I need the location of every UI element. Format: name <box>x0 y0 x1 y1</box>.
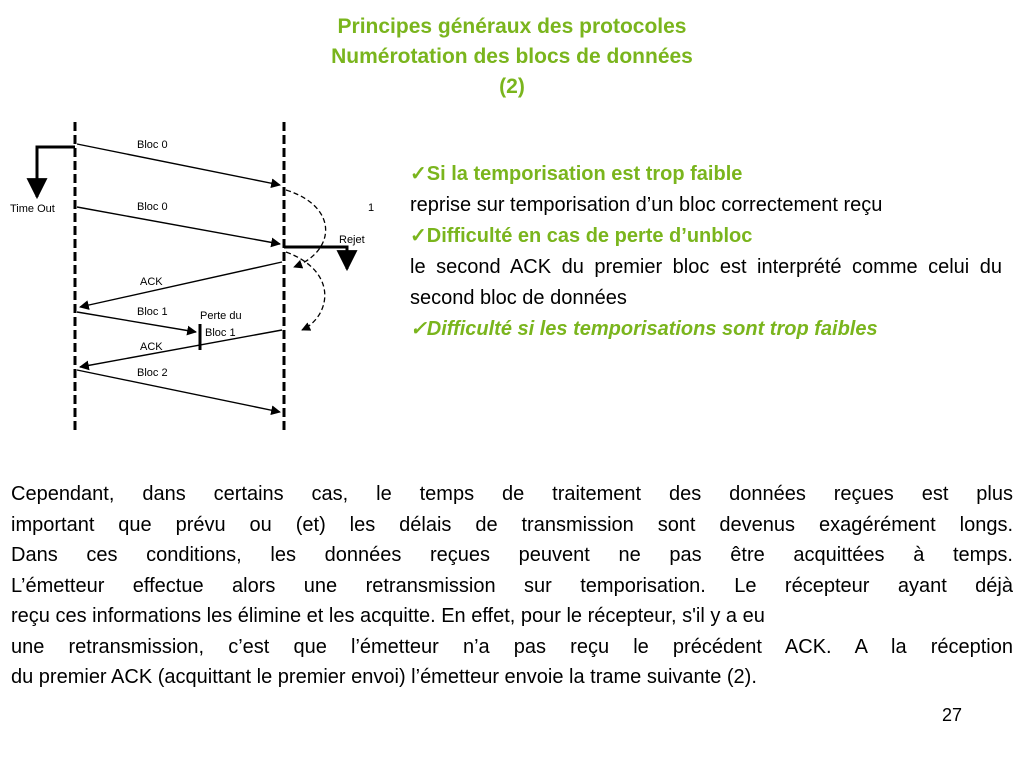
bloc0-second-label: Bloc 0 <box>137 201 168 213</box>
stray-mark: 1 <box>368 202 375 214</box>
check-icon: ✓ <box>410 318 427 340</box>
bullet-2-text: le second ACK du premier bloc est interprété comme celui du second bloc de données <box>410 256 1002 309</box>
paragraph-line-4: L’émetteur effectue alors une retransmission sur temporisation. Le récepteur ayant déjà <box>11 574 1013 597</box>
title-line-2: Numérotation des blocs de données <box>331 45 693 68</box>
timing-diagram <box>0 112 380 442</box>
title-line-1: Principes généraux des protocoles <box>337 15 687 38</box>
paragraph-line-5: reçu ces informations les élimine et les acquitte. En effet, pour le récepteur, s'il y a eu <box>11 605 765 627</box>
ack-second-arrow <box>80 330 282 367</box>
perte-label-line2: Bloc 1 <box>205 327 236 339</box>
bloc0-second-arrow <box>77 207 280 244</box>
perte-label-line1: Perte du <box>200 310 242 322</box>
bullet-2-heading: ✓Difficulté en cas de perte d’unbloc <box>410 225 753 247</box>
check-icon: ✓ <box>410 163 427 185</box>
page-number: 27 <box>941 705 962 725</box>
bloc1-label: Bloc 1 <box>137 306 168 318</box>
paragraph-line-7: du premier ACK (acquittant le premier envoi) l’émetteur envoie la trame suivante (2). <box>11 666 757 688</box>
title-line-3: (2) <box>499 75 525 98</box>
ack-first-label: ACK <box>140 276 163 288</box>
bloc2-arrow <box>77 370 280 412</box>
rejet-marker <box>284 247 347 269</box>
bloc0-first-arrow <box>77 144 280 185</box>
ack-second-label: ACK <box>140 341 163 353</box>
bullet-list <box>410 159 1002 345</box>
paragraph-line-3: Dans ces conditions, les données reçues peuvent ne pas être acquittées à temps. <box>11 544 1013 566</box>
bloc2-label: Bloc 2 <box>137 367 168 379</box>
bloc0-first-label: Bloc 0 <box>137 139 168 151</box>
curve-lower <box>286 252 325 330</box>
timeout-marker <box>37 147 75 197</box>
bullet-1-text: reprise sur temporisation d’un bloc correctement reçu <box>410 194 883 216</box>
paragraph-line-1: Cependant, dans certains cas, le temps de traitement des données reçues est plus <box>11 483 1013 505</box>
slide-title <box>0 12 1024 102</box>
check-icon: ✓ <box>410 225 427 247</box>
timeout-label: Time Out <box>10 203 55 215</box>
rejet-label: Rejet <box>339 234 365 246</box>
bullet-3-heading: ✓Difficulté si les temporisations sont trop faibles <box>410 318 878 340</box>
ack-first-arrow <box>80 262 282 307</box>
curve-upper <box>286 190 326 267</box>
body-paragraph <box>11 479 1013 693</box>
paragraph-line-2: important que prévu ou (et) les délais de transmission sont devenus exagérément longs. <box>11 513 1013 536</box>
paragraph-line-6: une retransmission, c’est que l’émetteur n’a pas reçu le précédent ACK. A la réception <box>11 635 1013 658</box>
bullet-1-heading: ✓Si la temporisation est trop faible <box>410 163 743 185</box>
